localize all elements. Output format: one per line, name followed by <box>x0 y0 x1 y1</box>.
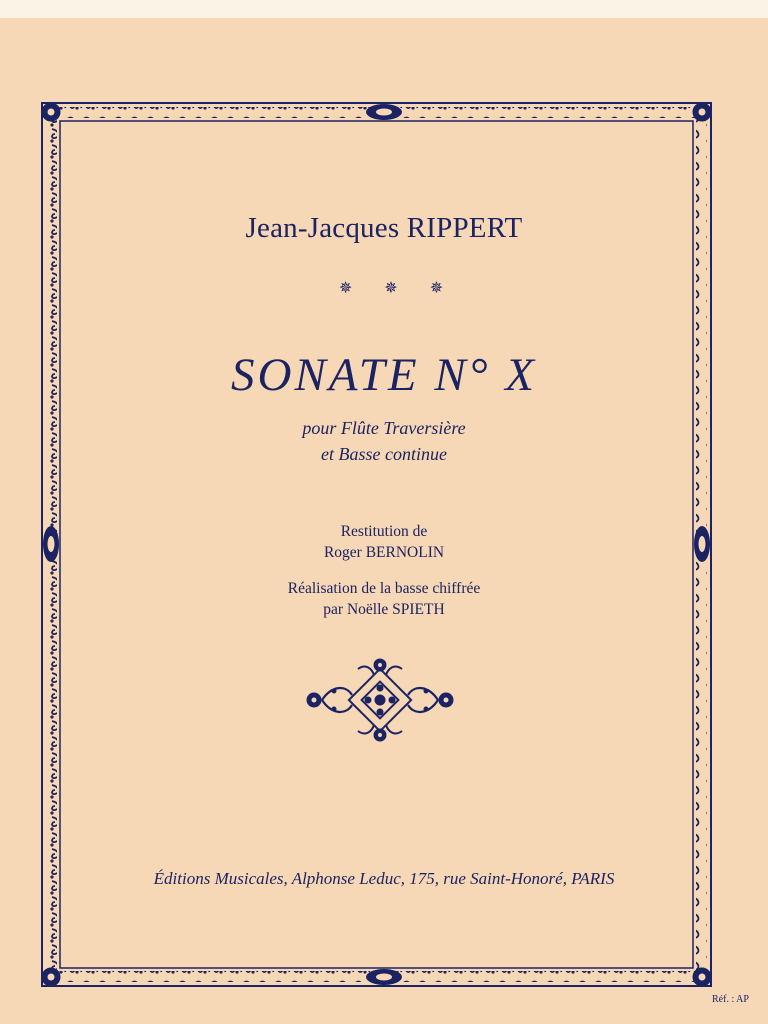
separator-stars: ✵ ✵ ✵ <box>338 280 458 297</box>
composer-name: Jean-Jacques RIPPERT <box>245 212 523 244</box>
restitution-name: Roger BERNOLIN <box>323 544 445 561</box>
realisation-label: Réalisation de la basse chiffrée <box>287 580 481 597</box>
instrumentation-line-2: et Basse continue <box>321 444 447 464</box>
restitution-label: Restitution de <box>340 523 428 540</box>
publisher-line: Éditions Musicales, Alphonse Leduc, 175, rue Saint-Honoré, PARIS <box>153 869 615 888</box>
realisation-name: par Noëlle SPIETH <box>323 601 445 618</box>
floral-scroll-ornament-icon <box>300 655 460 745</box>
reference-code: Réf. : AP <box>712 994 749 1005</box>
instrumentation-line-1: pour Flûte Traversière <box>302 418 466 438</box>
sonata-title: SONATE N° X <box>231 349 537 401</box>
